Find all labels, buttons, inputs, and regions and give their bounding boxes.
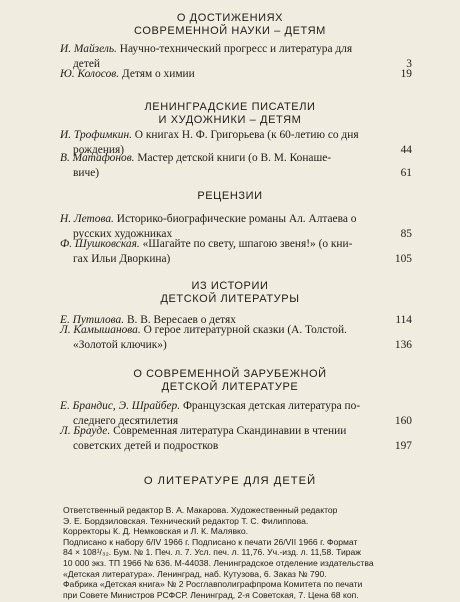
entry-title: Научно-технический прогресс и литература для	[119, 43, 353, 55]
entry-author: Ф. Шушковская.	[60, 238, 140, 250]
imprint-line: Э. Е. Бордзиловская. Технический редактор Т. С. Филиппова.	[63, 515, 309, 526]
entry-page: 61	[400, 166, 412, 179]
entry-title: «Шагайте по свету, шпагою звеня!» (о кни-	[142, 238, 353, 250]
section-heading-line: О ДОСТИЖЕНИЯХ	[176, 12, 284, 24]
entry-title-cont: виче)	[73, 166, 100, 179]
toc-entry[interactable]	[60, 323, 412, 352]
section-heading-science	[0, 12, 460, 38]
section-heading-line: И ХУДОЖНИКИ – ДЕТЯМ	[158, 114, 302, 126]
section-heading-foreign	[0, 368, 460, 394]
entry-author: Л. Камышанова.	[60, 324, 141, 336]
entry-page: 105	[394, 252, 412, 265]
book-title: О ЛИТЕРАТУРЕ ДЛЯ ДЕТЕЙ	[143, 475, 317, 487]
imprint-line: «Детская литература». Ленинград, наб. Кутузова, 6. Заказ № 790.	[63, 568, 327, 579]
entry-page: 160	[394, 414, 412, 427]
section-heading-leningrad	[0, 101, 460, 127]
entry-author: И. Трофимкин.	[60, 129, 132, 141]
entry-page: 19	[400, 68, 412, 80]
entry-title: О книгах Н. Ф. Григорьева (к 60-летию со дня	[134, 129, 359, 141]
entry-author: В. Матафонов.	[60, 152, 135, 164]
entry-title-cont: следнего десятилетия	[73, 414, 179, 427]
section-heading-line: ЛЕНИНГРАДСКИЕ ПИСАТЕЛИ	[144, 101, 316, 113]
imprint-line: Ответственный редактор В. А. Макарова. Художественный редактор	[63, 505, 338, 515]
toc-entry[interactable]	[60, 67, 412, 82]
entry-title-cont: детей	[73, 57, 100, 70]
section-heading-line: ИЗ ИСТОРИИ	[191, 280, 269, 292]
entry-page: 85	[400, 227, 412, 240]
entry-title: Историко-биографические романы Ал. Алтаева о	[116, 213, 357, 225]
imprint-block	[63, 505, 418, 600]
imprint-line: Фабрика «Детская книга» № 2 Росглавполиграфпрома Комитета по печати	[63, 579, 363, 590]
imprint-line: Корректоры К. Д. Немковская и Л. К. Малявко.	[63, 526, 249, 537]
toc-entry[interactable]	[60, 424, 412, 453]
imprint-line: 10 000 экз. ТП 1966 № 636. М-44038. Ленинградское отделение издательства	[63, 557, 374, 568]
entry-title: Детям о химии	[121, 68, 195, 80]
entry-title: В. В. Вересаев о детях	[126, 314, 236, 326]
section-heading-history	[0, 280, 460, 306]
entry-author: Е. Путилова.	[60, 314, 125, 326]
entry-title-cont: советских детей и подростков	[73, 439, 219, 452]
entry-author: Л. Брауде.	[60, 425, 111, 437]
section-heading-line: ДЕТСКОЙ ЛИТЕРАТУРЫ	[160, 293, 300, 305]
entry-title-cont: «Золотой ключик»)	[73, 338, 167, 351]
entry-author: Е. Брандис, Э. Шрайбер.	[60, 400, 181, 412]
imprint-line: при Совете Министров РСФСР. Ленинград, 2-я Советская, 7. Цена 68 коп.	[63, 589, 359, 600]
entry-title-cont: рождения)	[73, 143, 125, 156]
entry-title: Современная литература Скандинавии в чтении	[113, 425, 347, 437]
entry-title: Мастер детской книги (о В. М. Конаше-	[137, 152, 332, 164]
entry-page: 136	[394, 338, 412, 351]
imprint-line: 84 × 108¹/₃₂. Бум. № 1. Печ. л. 7. Усл. печ. л. 11,76. Уч.-изд. л. 11,58. Тираж	[63, 547, 362, 558]
entry-title: О герое литературной сказки (А. Толстой.	[143, 324, 347, 336]
entry-page: 44	[400, 143, 412, 156]
section-heading-line: ДЕТСКОЙ ЛИТЕРАТУРЕ	[161, 381, 299, 393]
section-heading-line: РЕЦЕНЗИИ	[197, 190, 263, 202]
imprint-line: Подписано к набору 6/IV 1966 г. Подписано к печати 26/VII 1966 г. Формат	[63, 536, 358, 547]
entry-page: 197	[394, 439, 412, 452]
section-heading-reviews	[0, 190, 460, 203]
entry-author: Ю. Колосов.	[60, 68, 120, 80]
entry-page: 3	[406, 57, 412, 70]
section-heading-line: СОВРЕМЕННОЙ НАУКИ – ДЕТЯМ	[134, 25, 326, 37]
entry-page: 114	[395, 314, 412, 326]
section-heading-line: О СОВРЕМЕННОЙ ЗАРУБЕЖНОЙ	[133, 368, 327, 380]
entry-title-cont: русских художниках	[73, 227, 173, 240]
entry-title-cont: гах Ильи Дворкина)	[73, 252, 171, 265]
entry-author: Н. Летова.	[60, 213, 114, 225]
toc-entry[interactable]	[60, 151, 412, 180]
entry-author: И. Майзель.	[60, 43, 117, 55]
entry-title: Французская детская литература по-	[182, 400, 361, 412]
toc-entry[interactable]	[60, 237, 412, 266]
